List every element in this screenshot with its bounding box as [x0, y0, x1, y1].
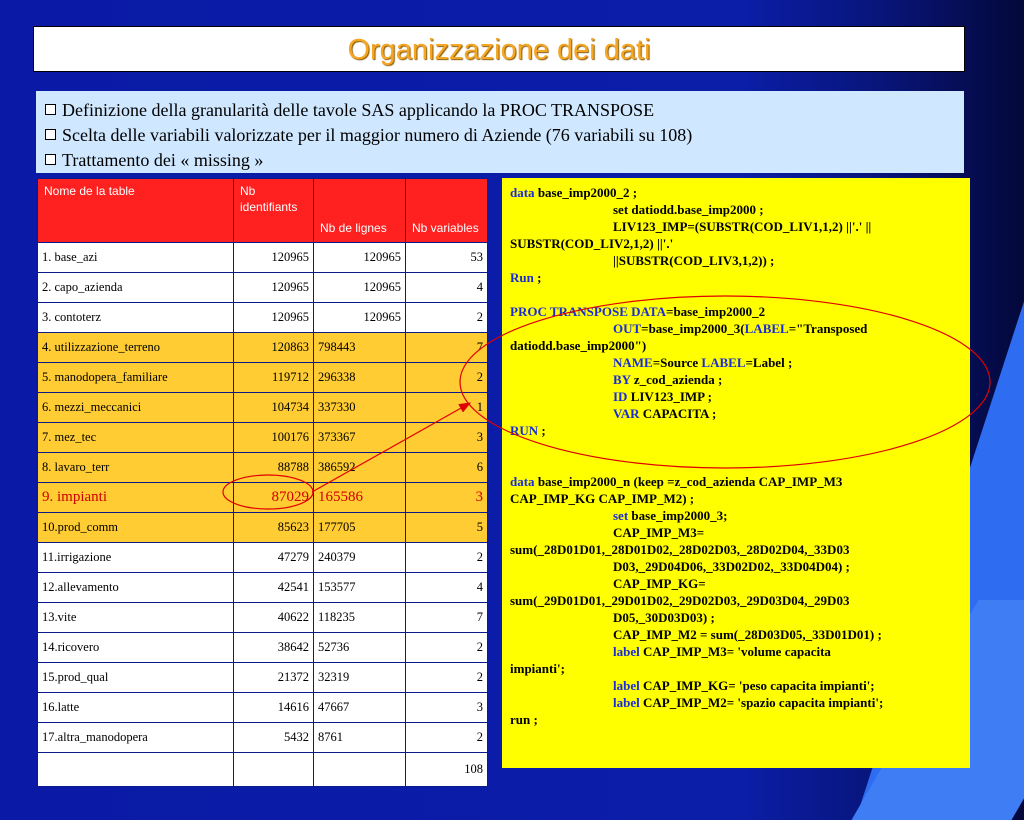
cell-variables: 3 [406, 483, 488, 513]
annotation-arrow [312, 403, 470, 492]
cell-lines: 8761 [314, 723, 406, 753]
code-line: SUBSTR(COD_LIV2,1,2) ||'.' [510, 236, 674, 251]
cell-table-name: 14.ricovero [38, 633, 234, 663]
code-keyword: LABEL [701, 355, 746, 370]
code-line: D05,_30D03D03) ; [613, 610, 715, 625]
code-line: OUT=base_imp2000_3(LABEL="Transposed [613, 321, 868, 336]
code-keyword: label [613, 644, 640, 659]
code-line: D03,_29D04D06,_33D02D02,_33D04D04) ; [613, 559, 850, 574]
column-header-variables: Nb variables [406, 179, 488, 243]
bullet-text: Trattamento dei « missing » [62, 150, 264, 170]
code-line: Run ; [510, 270, 542, 285]
code-keyword: data [510, 185, 535, 200]
cell-lines: 165586 [314, 483, 406, 513]
code-line: ||SUBSTR(COD_LIV3,1,2)) ; [613, 253, 775, 268]
cell-table-name: 9. impianti [38, 483, 234, 513]
code-keyword: label [613, 678, 640, 693]
cell-lines: 47667 [314, 693, 406, 723]
cell-identifiers: 100176 [234, 423, 314, 453]
cell-identifiers: 38642 [234, 633, 314, 663]
cell-lines: 120965 [314, 303, 406, 333]
code-line: impianti'; [510, 661, 565, 676]
cell-lines: 337330 [314, 393, 406, 423]
bullet-text: Scelta delle variabili valorizzate per il maggior numero di Aziende (76 variabili su 108) [62, 125, 693, 145]
cell-identifiers: 87029 [234, 483, 314, 513]
code-line: BY z_cod_azienda ; [613, 372, 723, 387]
code-line: NAME=Source LABEL=Label ; [613, 355, 793, 370]
cell-identifiers: 40622 [234, 603, 314, 633]
cell-identifiers: 21372 [234, 663, 314, 693]
code-line: data base_imp2000_n (keep =z_cod_azienda CAP_IMP_M3 [510, 474, 843, 489]
code-keyword: PROC TRANSPOSE [510, 304, 628, 319]
code-keyword: Run [510, 270, 534, 285]
code-line: run ; [510, 712, 538, 727]
cell-variables: 1 [406, 393, 488, 423]
cell-lines: 386592 [314, 453, 406, 483]
code-line: set datiodd.base_imp2000 ; [613, 202, 764, 217]
cell-identifiers: 104734 [234, 393, 314, 423]
code-line: CAP_IMP_M2 = sum(_28D03D05,_33D01D01) ; [613, 627, 882, 642]
code-keyword: set [613, 508, 629, 523]
cell-lines: 177705 [314, 513, 406, 543]
cell-lines: 798443 [314, 333, 406, 363]
cell-table-name: 4. utilizzazione_terreno [38, 333, 234, 363]
code-keyword: VAR [613, 406, 640, 421]
cell-variables: 4 [406, 273, 488, 303]
cell-table-name: 5. manodopera_familiare [38, 363, 234, 393]
highlight-ellipse-code [460, 296, 990, 468]
code-line: PROC TRANSPOSE DATA=base_imp2000_2 [510, 304, 766, 319]
cell-identifiers: 120863 [234, 333, 314, 363]
cell-total-variables: 108 [406, 753, 488, 787]
cell-identifiers: 47279 [234, 543, 314, 573]
cell-lines: 373367 [314, 423, 406, 453]
cell-table-name: 15.prod_qual [38, 663, 234, 693]
cell-lines: 153577 [314, 573, 406, 603]
cell-table-name: 6. mezzi_meccanici [38, 393, 234, 423]
cell-lines: 32319 [314, 663, 406, 693]
cell-variables: 6 [406, 453, 488, 483]
code-line: datiodd.base_imp2000") [510, 338, 647, 353]
cell-variables: 7 [406, 333, 488, 363]
cell-variables: 2 [406, 363, 488, 393]
bullet-text: Definizione della granularità delle tavole SAS applicando la PROC TRANSPOSE [62, 100, 655, 120]
code-line: set base_imp2000_3; [613, 508, 728, 523]
code-line: CAP_IMP_KG CAP_IMP_M2) ; [510, 491, 695, 506]
code-keyword: NAME [613, 355, 653, 370]
cell-table-name: 13.vite [38, 603, 234, 633]
code-line: CAP_IMP_KG= [613, 576, 706, 591]
column-header-identifiers: Nb identifiants [234, 179, 314, 243]
code-line: sum(_28D01D01,_28D01D02,_28D02D03,_28D02D04,_33D03 [510, 542, 850, 557]
code-line: CAP_IMP_M3= [613, 525, 705, 540]
cell-identifiers: 42541 [234, 573, 314, 603]
cell-variables: 2 [406, 543, 488, 573]
cell-identifiers: 119712 [234, 363, 314, 393]
cell-identifiers: 120965 [234, 243, 314, 273]
code-line: ID LIV123_IMP ; [613, 389, 712, 404]
cell-lines: 52736 [314, 633, 406, 663]
cell-table-name: 3. contoterz [38, 303, 234, 333]
cell-variables: 3 [406, 423, 488, 453]
cell-lines: 120965 [314, 273, 406, 303]
code-line: RUN ; [510, 423, 546, 438]
cell-table-name: 11.irrigazione [38, 543, 234, 573]
cell-table-name: 10.prod_comm [38, 513, 234, 543]
code-line: VAR CAPACITA ; [613, 406, 717, 421]
cell-identifiers: 120965 [234, 303, 314, 333]
column-header-name: Nome de la table [38, 179, 234, 243]
cell-lines: 118235 [314, 603, 406, 633]
cell-table-name: 12.allevamento [38, 573, 234, 603]
cell-variables: 53 [406, 243, 488, 273]
code-keyword: data [510, 474, 535, 489]
cell-table-name: 1. base_azi [38, 243, 234, 273]
cell-identifiers: 14616 [234, 693, 314, 723]
cell-variables: 2 [406, 633, 488, 663]
cell-variables: 5 [406, 513, 488, 543]
code-keyword: label [613, 695, 640, 710]
code-line: label CAP_IMP_KG= 'peso capacita impianti'; [613, 678, 875, 693]
cell-variables: 2 [406, 303, 488, 333]
cell-table-name: 8. lavaro_terr [38, 453, 234, 483]
cell-variables: 3 [406, 693, 488, 723]
cell-variables: 2 [406, 723, 488, 753]
cell-variables: 2 [406, 663, 488, 693]
cell-lines: 120965 [314, 243, 406, 273]
cell-table-name: 16.latte [38, 693, 234, 723]
code-line: label CAP_IMP_M3= 'volume capacita [613, 644, 831, 659]
code-line: data base_imp2000_2 ; [510, 185, 638, 200]
cell-table-name: 7. mez_tec [38, 423, 234, 453]
code-line: label CAP_IMP_M2= 'spazio capacita impianti'; [613, 695, 884, 710]
code-line: sum(_29D01D01,_29D01D02,_29D02D03,_29D03D04,_29D03 [510, 593, 850, 608]
code-keyword: BY [613, 372, 631, 387]
cell-lines: 240379 [314, 543, 406, 573]
column-header-lines: Nb de lignes [314, 179, 406, 243]
cell-identifiers: 120965 [234, 273, 314, 303]
code-keyword: LABEL [744, 321, 789, 336]
highlight-ellipse-row [223, 475, 313, 509]
cell-variables: 7 [406, 603, 488, 633]
cell-identifiers: 5432 [234, 723, 314, 753]
cell-variables: 4 [406, 573, 488, 603]
code-keyword: DATA [627, 304, 667, 319]
cell-identifiers: 88788 [234, 453, 314, 483]
code-keyword: ID [613, 389, 628, 404]
cell-lines: 296338 [314, 363, 406, 393]
slide-title: Organizzazione dei dati [347, 34, 651, 66]
cell-table-name: 2. capo_azienda [38, 273, 234, 303]
code-keyword: RUN [510, 423, 539, 438]
cell-table-name: 17.altra_manodopera [38, 723, 234, 753]
code-line: LIV123_IMP=(SUBSTR(COD_LIV1,1,2) ||'.' || [613, 219, 872, 234]
code-keyword: OUT [613, 321, 642, 336]
cell-identifiers: 85623 [234, 513, 314, 543]
